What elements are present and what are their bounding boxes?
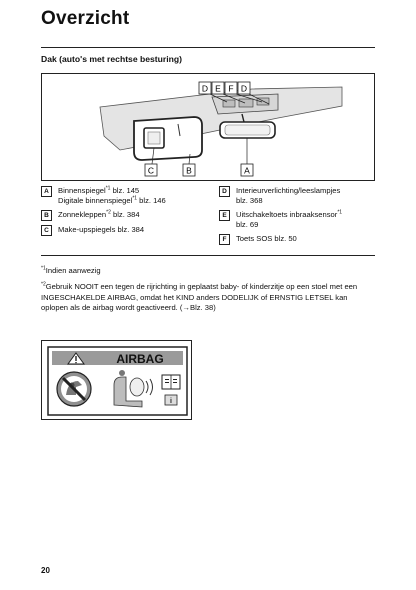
footnote-text: Indien aanwezig bbox=[45, 266, 101, 275]
callout-box-d bbox=[199, 82, 211, 94]
callout-box-c bbox=[145, 164, 157, 176]
footnote-mark: *1 bbox=[105, 185, 111, 192]
page-ref: blz. 368 bbox=[236, 196, 263, 205]
page-ref: blz. 146 bbox=[137, 196, 166, 205]
page-title: Overzicht bbox=[41, 8, 130, 29]
callout-letter: B bbox=[41, 210, 52, 221]
callout-letter-d: D bbox=[201, 83, 209, 94]
callout-text: Zonnekleppen bbox=[58, 210, 107, 219]
callout-box-f bbox=[225, 82, 237, 94]
callout-letter: A bbox=[41, 186, 52, 197]
callout-item-b bbox=[41, 210, 211, 221]
callout-letter: D bbox=[219, 186, 230, 197]
airbag-warning-label bbox=[41, 340, 192, 420]
footnote-2 bbox=[41, 282, 375, 314]
footnote-mark: *2 bbox=[106, 209, 111, 216]
callout-list-left bbox=[41, 186, 211, 240]
svg-text:i: i bbox=[170, 398, 172, 405]
callout-box-e bbox=[212, 82, 224, 94]
callout-box-d2 bbox=[238, 82, 250, 94]
callout-item-d bbox=[219, 186, 379, 206]
callout-letter: E bbox=[219, 210, 230, 221]
callout-box-b bbox=[183, 164, 195, 176]
callout-text: Toets SOS blz. 50 bbox=[236, 234, 297, 243]
footnote-mark: *1 bbox=[337, 209, 343, 216]
callout-box-a bbox=[241, 164, 253, 176]
callout-item-c bbox=[41, 225, 211, 236]
footnote-mark: *1 bbox=[41, 265, 46, 272]
callout-letter: C bbox=[41, 225, 52, 236]
footnote-1 bbox=[41, 266, 375, 277]
callout-text: Make-upspiegels blz. 384 bbox=[58, 225, 145, 234]
footnote-text: Gebruik NOOIT een tegen de rijrichting in geplaatst baby- of kinderzitje op een stoel met een INGESCHAKELDE AIRBAG, omdat het KIND anders DODELIJK of ERNSTIG LETSEL kan oplopen als de airbag wordt geactiveerd. (→Blz. 38) bbox=[41, 282, 358, 312]
callout-letter-e: E bbox=[215, 83, 221, 94]
callout-item-e bbox=[219, 210, 379, 230]
no-rear-facing-seat-icon bbox=[57, 372, 91, 406]
callout-letter-a: A bbox=[244, 165, 250, 176]
callouts-rule bbox=[41, 255, 375, 256]
roof-figure bbox=[41, 73, 375, 181]
callout-letter-d2: D bbox=[240, 83, 248, 94]
callout-letter: F bbox=[219, 234, 230, 245]
callout-letter-c: C bbox=[147, 165, 155, 176]
callout-letter-b: B bbox=[186, 165, 192, 176]
footnote-mark: *1 bbox=[132, 195, 138, 202]
callout-item-f bbox=[219, 234, 379, 245]
page-ref: blz. 384 bbox=[110, 210, 140, 219]
roof-illustration bbox=[42, 74, 376, 182]
section-heading: Dak (auto's met rechtse besturing) bbox=[41, 54, 183, 64]
airbag-label-title: AIRBAG bbox=[116, 352, 164, 366]
page-ref: blz. 69 bbox=[236, 220, 259, 229]
title-rule bbox=[41, 47, 375, 48]
callout-item-a bbox=[41, 186, 211, 206]
callout-text: Interieurverlichting/leeslampjes bbox=[236, 186, 341, 195]
footnote-mark: *2 bbox=[41, 281, 46, 288]
callout-text: Digitale binnenspiegel bbox=[58, 196, 133, 205]
callout-text: Binnenspiegel bbox=[58, 186, 106, 195]
callout-list-right bbox=[219, 186, 379, 249]
callout-letter-f: F bbox=[228, 83, 234, 94]
page-ref: blz. 145 bbox=[110, 186, 140, 195]
callout-text: Uitschakeltoets inbraaksensor bbox=[236, 210, 338, 219]
page-number: 20 bbox=[41, 566, 50, 575]
